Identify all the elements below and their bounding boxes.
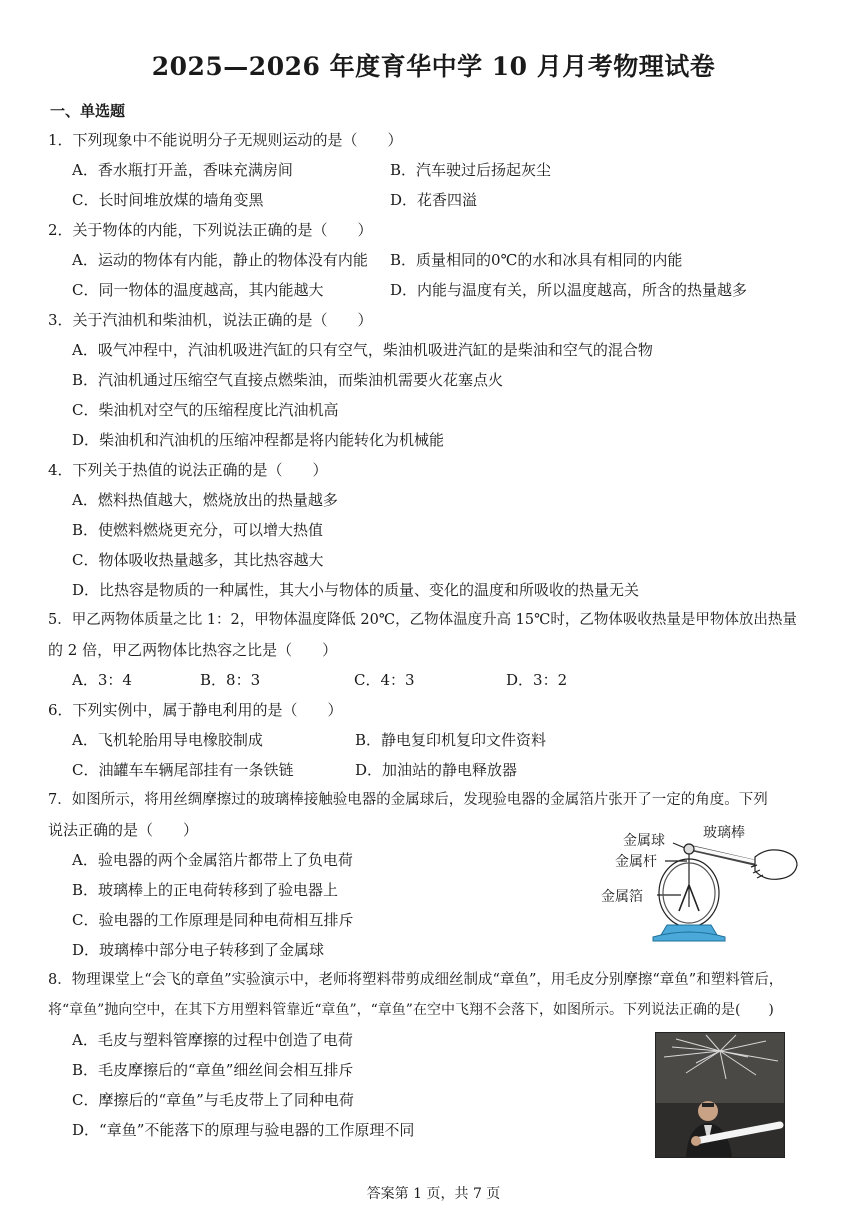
q6-option-a: A．飞机轮胎用导电橡胶制成 (72, 731, 263, 749)
q5-option-d: D．3：2 (506, 671, 568, 689)
q7-option-a: A．验电器的两个金属箔片都带上了负电荷 (72, 851, 353, 869)
q5-option-b: B．8：3 (200, 671, 261, 689)
page-title: 2025—2026 年度育华中学 10 月月考物理试卷 (151, 52, 716, 81)
q8-option-c: C．摩擦后的“章鱼”与毛皮带上了同种电荷 (72, 1091, 354, 1109)
q2-option-c: C．同一物体的温度越高，其内能越大 (72, 281, 324, 299)
question-5-stem-cont: 的 2 倍，甲乙两物体比热容之比是（ ） (48, 641, 338, 659)
q6-option-b: B．静电复印机复印文件资料 (355, 731, 547, 749)
electroscope-figure (595, 815, 810, 945)
q3-option-d: D．柴油机和汽油机的压缩冲程都是将内能转化为机械能 (72, 431, 445, 449)
label-metal-ball: 金属球 (623, 833, 665, 849)
question-3-stem: 3．关于汽油机和柴油机，说法正确的是（ ） (48, 311, 373, 329)
label-glass-rod: 玻璃棒 (703, 825, 745, 841)
q6-option-c: C．油罐车车辆尾部挂有一条铁链 (72, 761, 294, 779)
q2-option-a: A．运动的物体有内能，静止的物体没有内能 (72, 251, 368, 269)
q7-option-d: D．玻璃棒中部分电子转移到了金属球 (72, 941, 325, 959)
question-8-stem: 8．物理课堂上“会飞的章鱼”实验演示中，老师将塑料带剪成细丝制成“章鱼”，用毛皮分别摩擦“章鱼”和塑料管后， (48, 972, 784, 988)
q7-option-b: B．玻璃棒上的正电荷转移到了验电器上 (72, 881, 339, 899)
question-5-stem: 5．甲乙两物体质量之比 1：2，甲物体温度降低 20℃，乙物体温度升高 15℃时，乙物体吸收热量是甲物体放出热量 (48, 612, 797, 628)
question-7-stem: 7．如图所示，将用丝绸摩擦过的玻璃棒接触验电器的金属球后，发现验电器的金属箔片张开了一定的角度。下列 (48, 792, 768, 808)
q1-option-c: C．长时间堆放煤的墙角变黑 (72, 191, 264, 209)
q5-option-a: A．3：4 (72, 671, 132, 689)
question-6-stem: 6．下列实例中，属于静电利用的是（ ） (48, 701, 343, 719)
question-2-stem: 2．关于物体的内能，下列说法正确的是（ ） (48, 221, 373, 239)
label-metal-pole: 金属杆 (615, 854, 657, 870)
label-metal-foil: 金属箔 (601, 889, 643, 905)
section-heading: 一、单选题 (50, 102, 126, 120)
q5-option-c: C．4：3 (354, 671, 415, 689)
octopus-demo-photo (655, 1032, 785, 1158)
question-1-stem: 1．下列现象中不能说明分子无规则运动的是（ ） (48, 131, 403, 149)
q8-option-d: D．“章鱼”不能落下的原理与验电器的工作原理不同 (72, 1121, 415, 1139)
question-4-stem: 4．下列关于热值的说法正确的是（ ） (48, 461, 328, 479)
q3-option-b: B．汽油机通过压缩空气直接点燃柴油，而柴油机需要火花塞点火 (72, 371, 504, 389)
q3-option-c: C．柴油机对空气的压缩程度比汽油机高 (72, 401, 339, 419)
q7-option-c: C．验电器的工作原理是同种电荷相互排斥 (72, 911, 354, 929)
q4-option-b: B．使燃料燃烧更充分，可以增大热值 (72, 521, 324, 539)
page-footer: 答案第 1 页，共 7 页 (366, 1186, 501, 1202)
q4-option-a: A．燃料热值越大，燃烧放出的热量越多 (72, 491, 338, 509)
q4-option-c: C．物体吸收热量越多，其比热容越大 (72, 551, 324, 569)
q1-option-a: A．香水瓶打开盖，香味充满房间 (72, 161, 293, 179)
q1-option-b: B．汽车驶过后扬起灰尘 (390, 161, 552, 179)
q2-option-b: B．质量相同的0℃的水和冰具有相同的内能 (390, 251, 683, 269)
q1-option-d: D．花香四溢 (390, 191, 478, 209)
q2-option-d: D．内能与温度有关，所以温度越高，所含的热量越多 (390, 281, 748, 299)
q4-option-d: D．比热容是物质的一种属性，其大小与物体的质量、变化的温度和所吸收的热量无关 (72, 581, 640, 599)
q6-option-d: D．加油站的静电释放器 (355, 761, 518, 779)
q8-option-a: A．毛皮与塑料管摩擦的过程中创造了电荷 (72, 1031, 353, 1049)
question-8-stem-cont: 将“章鱼”抛向空中，在其下方用塑料管靠近“章鱼”，“章鱼”在空中飞翔不会落下，如图所示。下列说法正确的是( ) (48, 1002, 774, 1018)
q8-option-b: B．毛皮摩擦后的“章鱼”细丝间会相互排斥 (72, 1061, 354, 1079)
question-7-stem-cont: 说法正确的是（ ） (48, 821, 199, 839)
q3-option-a: A．吸气冲程中，汽油机吸进汽缸的只有空气，柴油机吸进汽缸的是柴油和空气的混合物 (72, 341, 653, 359)
